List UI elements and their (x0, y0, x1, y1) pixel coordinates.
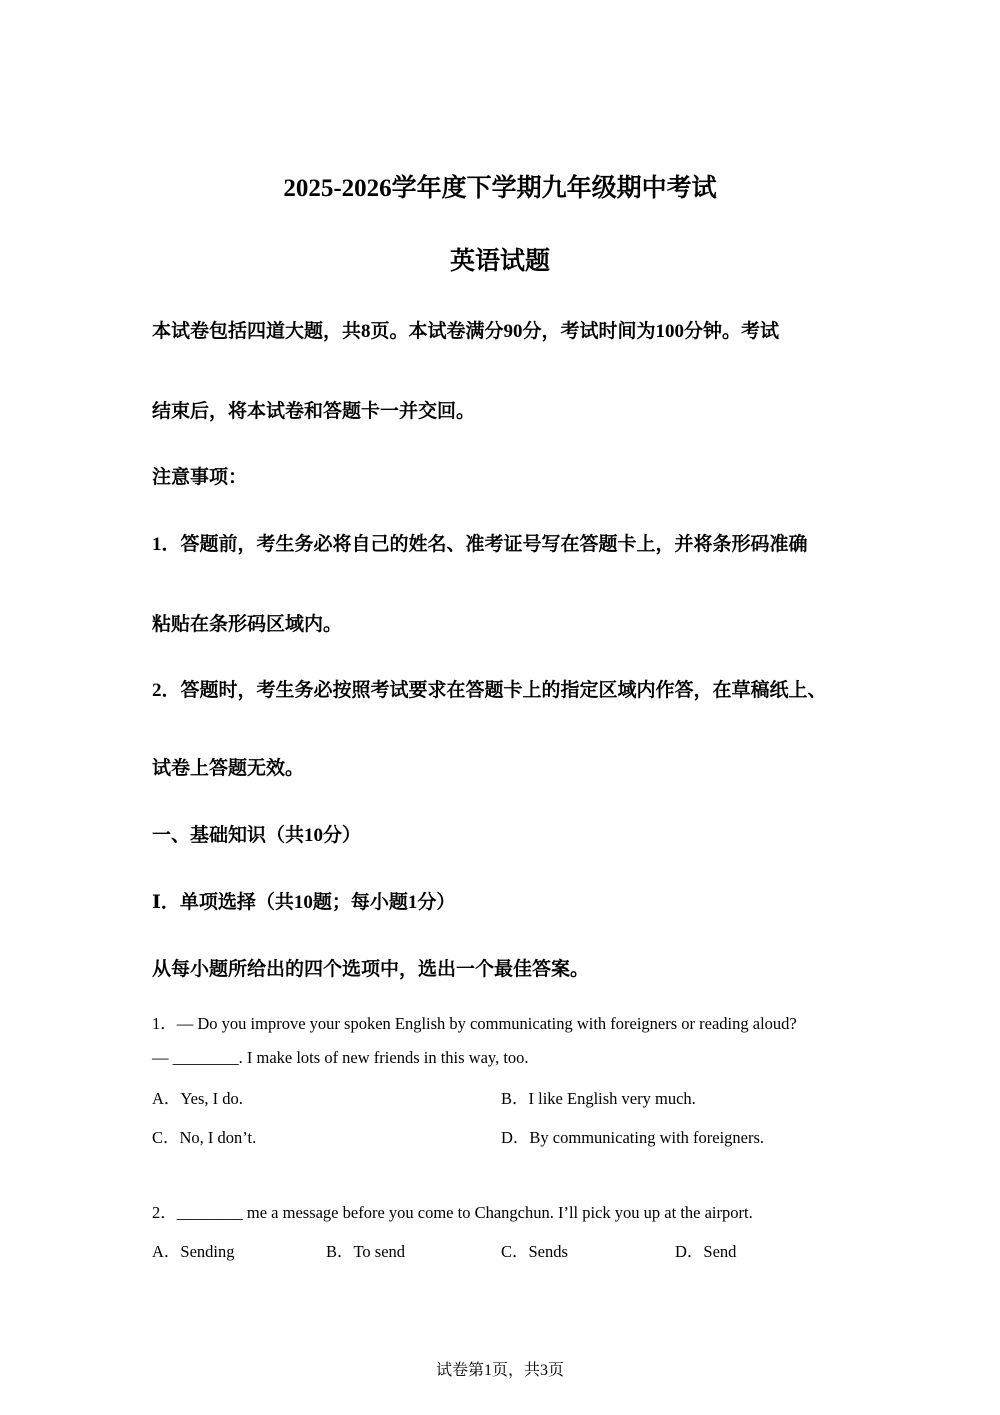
question-1-stem-line-1: 1．— Do you improve your spoken English by communicating with foreigners or reading aloud? (152, 1014, 797, 1033)
question-1-option-c: C．No, I don’t. (152, 1128, 257, 1147)
question-1-option-a: A．Yes, I do. (152, 1089, 243, 1108)
section-heading: 一、基础知识（共10分） (152, 825, 362, 846)
question-2-option-a: A．Sending (152, 1242, 235, 1261)
note-2-line-2: 试卷上答题无效。 (152, 758, 305, 779)
question-1-stem-line-2: — ________. I make lots of new friends in this way, too. (152, 1048, 529, 1067)
part-instruction: 从每小题所给出的四个选项中，选出一个最佳答案。 (152, 959, 590, 980)
question-2-option-c: C．Sends (501, 1242, 568, 1261)
page-footer: 试卷第1页，共3页 (435, 1362, 564, 1379)
question-2-stem: 2．________ me a message before you come to Changchun. I’ll pick you up at the airport. (152, 1203, 753, 1222)
exam-subtitle: 英语试题 (449, 248, 550, 275)
intro-line-2: 结束后，将本试卷和答题卡一并交回。 (152, 401, 476, 422)
question-1-option-b: B．I like English very much. (501, 1089, 696, 1108)
notes-heading: 注意事项： (152, 467, 248, 488)
question-1-option-d: D．By communicating with foreigners. (501, 1128, 765, 1147)
part-heading: Ⅰ．单项选择（共10题；每小题1分） (152, 892, 456, 913)
question-2-option-b: B．To send (326, 1242, 406, 1261)
note-2-line-1: 2．答题时，考生务必按照考试要求在答题卡上的指定区域内作答，在草稿纸上、 (152, 680, 827, 701)
intro-line-1: 本试卷包括四道大题，共8页。本试卷满分90分，考试时间为100分钟。考试 (152, 321, 780, 342)
exam-title: 2025-2026学年度下学期九年级期中考试 (283, 175, 717, 202)
note-1-line-1: 1．答题前，考生务必将自己的姓名、准考证号写在答题卡上，并将条形码准确 (152, 534, 808, 555)
question-2-option-d: D．Send (675, 1242, 737, 1261)
note-1-line-2: 粘贴在条形码区域内。 (152, 614, 343, 635)
